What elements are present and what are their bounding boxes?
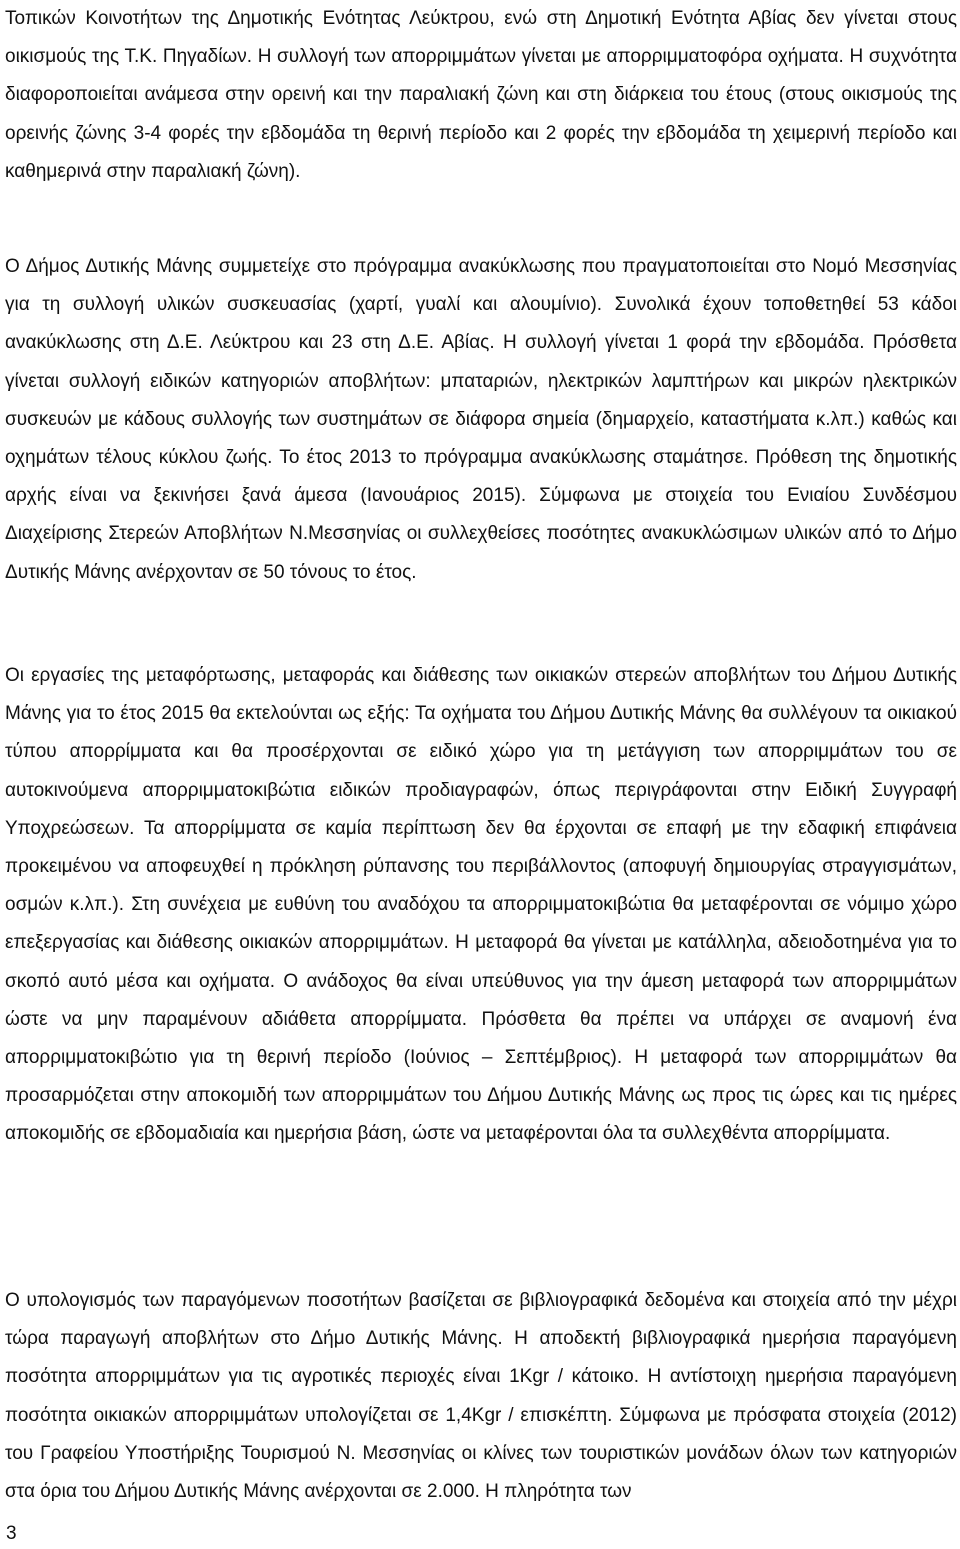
paragraph-recycling-program: Ο Δήμος Δυτικής Μάνης συμμετείχε στο πρόγραμμα ανακύκλωσης που πραγματοποιείται στο Νομό Μεσσηνίας για τη συλλογή υλικών συσκευασίας (χαρτί, γυαλί και αλουμίνιο). Συνολικά έχουν τοποθετηθεί 53 κάδοι ανακύκλωσης στη Δ.Ε. Λεύκτρου και 23 στη Δ.Ε. Αβίας. Η συλλογή γίνεται 1 φορά την εβδομάδα. Πρόσθετα γίνεται συλλογή ειδικών κατηγοριών αποβλήτων: μπαταριών, ηλεκτρικών λαμπτήρων και μικρών ηλεκτρικών συσκευών με κάδους συλλογής των συστημάτων σε διάφορα σημεία (δημαρχείο, καταστήματα κ.λπ.) καθώς και οχημάτων τέλους κύκλου ζωής. Το έτος 2013 το πρόγραμμα ανακύκλωσης σταμάτησε. Πρόθεση της δημοτικής αρχής είναι να ξεκινήσει ξανά άμεσα (Ιανουάριος 2015). Σύμφωνα με στοιχεία του Ενιαίου Συνδέσμου Διαχείρισης Στερεών Αποβλήτων Ν.Μεσσηνίας οι συλλεχθείσες ποσότητες ανακυκλώσιμων υλικών από το Δήμο Δυτικής Μάνης ανέρχονταν σε 50 τόνους το έτος.: [5, 256, 957, 583]
paragraph-quantity-calculation: Ο υπολογισμός των παραγόμενων ποσοτήτων βασίζεται σε βιβλιογραφικά δεδομένα και στοιχεία από την μέχρι τώρα παραγωγή αποβλήτων στο Δήμο Δυτικής Μάνης. Η αποδεκτή βιβλιογραφικά ημερήσια παραγόμενη ποσότητα απορριμμάτων για τις αγροτικές περιοχές είναι 1Kgr / κάτοικο. Η αντίστοιχη ημερήσια παραγόμενη ποσότητα οικιακών απορριμμάτων υπολογίζεται σε 1,4Kgr / επισκέπτη. Σύμφωνα με πρόσφατα στοιχεία (2012) του Γραφείου Υποστήριξης Τουρισμού Ν. Μεσσηνίας οι κλίνες των τουριστικών μονάδων όλων των κατηγοριών στα όρια του Δήμου Δυτικής Μάνης ανέρχονται σε 2.000. Η πληρότητα των: [5, 1290, 957, 1503]
page-number: 3: [6, 1523, 17, 1544]
paragraph-transfer-transport: Οι εργασίες της μεταφόρτωσης, μεταφοράς και διάθεσης των οικιακών στερεών αποβλήτων του Δήμου Δυτικής Μάνης για το έτος 2015 θα εκτελούνται ως εξής: Τα οχήματα του Δήμου Δυτικής Μάνης θα συλλέγουν τα οικιακού τύπου απορρίμματα και θα προσέρχονται σε ειδικό χώρο για τη μετάγγιση των απορριμμάτων του σε αυτοκινούμενα απορριμματοκιβώτια ειδικών προδιαγραφών, όπως περιγράφονται στην Ειδική Συγγραφή Υποχρεώσεων. Τα απορρίμματα σε καμία περίπτωση δεν θα έρχονται σε επαφή με την εδαφική επιφάνεια προκειμένου να αποφευχθεί η πρόκληση ρύπανσης του περιβάλλοντος (αποφυγή δημιουργίας στραγγισμάτων, οσμών κ.λπ.). Στη συνέχεια με ευθύνη του αναδόχου τα απορριμματοκιβώτια θα μεταφέρονται σε νόμιμο χώρο επεξεργασίας και διάθεσης οικιακών απορριμμάτων. Η μεταφορά θα γίνεται με κατάλληλα, αδειοδοτημένα για το σκοπό αυτό μέσα και οχήματα. Ο ανάδοχος θα είναι υπεύθυνος για την άμεση μεταφορά των απορριμμάτων ώστε να μην παραμένουν αδιάθετα απορρίμματα. Πρόσθετα θα πρέπει να υπάρχει σε αναμονή ένα απορριμματοκιβώτιο για τη θερινή περίοδο (Ιούνιος – Σεπτέμβριος). Η μεταφορά των απορριμμάτων θα προσαρμόζεται στην αποκομιδή των απορριμμάτων του Δήμου Δυτικής Μάνης ως προς τις ώρες και τις ημέρες αποκομιδής σε εβδομαδιαία και ημερήσια βάση, ώστε να μεταφέρονται όλα τα συλλεχθέντα απορρίμματα.: [5, 665, 957, 1145]
paragraph-waste-collection: Τοπικών Κοινοτήτων της Δημοτικής Ενότητας Λεύκτρου, ενώ στη Δημοτική Ενότητα Αβίας δεν γίνεται στους οικισμούς της Τ.Κ. Πηγαδίων. Η συλλογή των απορριμμάτων γίνεται με απορριμματοφόρα οχήματα. Η συχνότητα διαφοροποιείται ανάμεσα στην ορεινή και την παραλιακή ζώνη και στη διάρκεια του έτους (στους οικισμούς της ορεινής ζώνης 3-4 φορές την εβδομάδα τη θερινή περίοδο και 2 φορές την εβδομάδα τη χειμερινή περίοδο και καθημερινά στην παραλιακή ζώνη).: [5, 8, 957, 182]
